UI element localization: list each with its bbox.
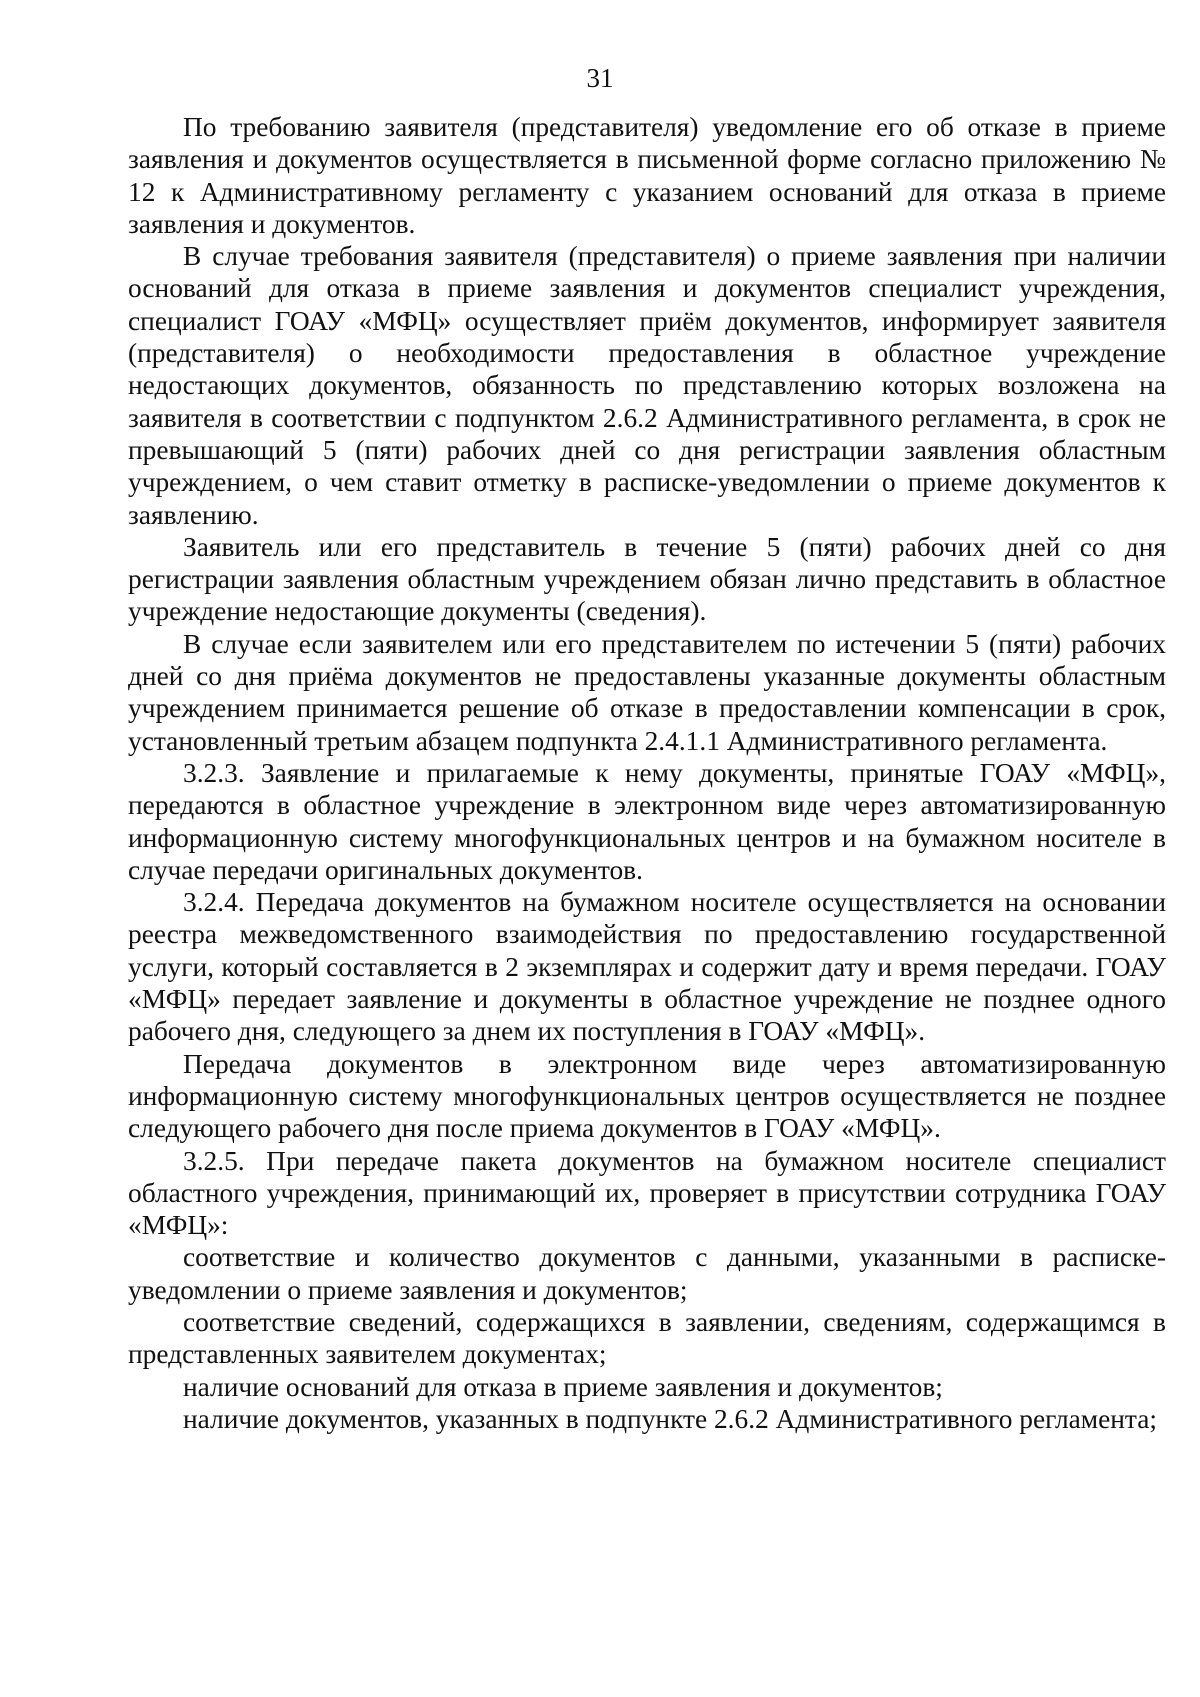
- paragraph-3-2-4: 3.2.4. Передача документов на бумажном носителе осуществляется на основании реестра межведомственного взаимодействия по предоставлению государственной услуги, который составляется в 2 экземплярах и содержит дату и время передачи. ГОАУ «МФЦ» передает заявление и документы в областное учреждение не позднее одного рабочего дня, следующего за днем их поступления в ГОАУ «МФЦ».: [128, 887, 1166, 1047]
- paragraph-refusal-decision: В случае если заявителем или его представителем по истечении 5 (пяти) рабочих дней со дня приёма документов не предоставлены указанные документы областным учреждением принимается решение об отказе в предоставлении компенсации в срок, установленный третьим абзацем подпункта 2.4.1.1 Административного регламента.: [128, 628, 1166, 756]
- list-item-refusal-grounds: наличие оснований для отказа в приеме заявления и документов;: [183, 1371, 943, 1402]
- document-body: [128, 111, 1166, 1435]
- list-item-required-documents: наличие документов, указанных в подпункте 2.6.2 Административного регламента;: [183, 1403, 1157, 1434]
- paragraph-electronic-transfer: Передача документов в электронном виде через автоматизированную информационную систему многофункциональных центров осуществляется не позднее следующего рабочего дня после приема документов в ГОАУ «МФЦ».: [128, 1048, 1166, 1144]
- list-item-document-count: соответствие и количество документов с данными, указанными в расписке-уведомлении о приеме заявления и документов;: [128, 1242, 1166, 1305]
- paragraph-refusal-notice: По требованию заявителя (представителя) уведомление его об отказе в приеме заявления и документов осуществляется в письменной форме согласно приложению № 12 к Административному регламенту с указанием оснований для отказа в приеме заявления и документов.: [128, 112, 1166, 239]
- paragraph-3-2-3: 3.2.3. Заявление и прилагаемые к нему документы, принятые ГОАУ «МФЦ», передаются в областное учреждение в электронном виде через автоматизированную информационную систему многофункциональных центров и на бумажном носителе в случае передачи оригинальных документов.: [128, 757, 1166, 885]
- paragraph-3-2-5: 3.2.5. При передаче пакета документов на бумажном носителе специалист областного учреждения, принимающий их, проверяет в присутствии сотрудника ГОАУ «МФЦ»:: [128, 1145, 1166, 1241]
- list-item-information-match: соответствие сведений, содержащихся в заявлении, сведениям, содержащимся в представленных заявителем документах;: [128, 1306, 1166, 1370]
- paragraph-missing-documents-deadline: Заявитель или его представитель в течение 5 (пяти) рабочих дней со дня регистрации заявления областным учреждением обязан лично представить в областное учреждение недостающие документы (сведения).: [128, 531, 1166, 627]
- paragraph-acceptance-on-request: В случае требования заявителя (представителя) о приеме заявления при наличии оснований для отказа в приеме заявления и документов специалист учреждения, специалист ГОАУ «МФЦ» осуществляет приём документов, информирует заявителя (представителя) о необходимости предоставления в областное учреждение недостающих документов, обязанность по представлению которых возложена на заявителя в соответствии с подпунктом 2.6.2 Административного регламента, в срок не превышающий 5 (пяти) рабочих дней со дня регистрации заявления областным учреждением, о чем ставит отметку в расписке-уведомлении о приеме документов к заявлению.: [128, 241, 1166, 530]
- page-number: 31: [586, 63, 614, 93]
